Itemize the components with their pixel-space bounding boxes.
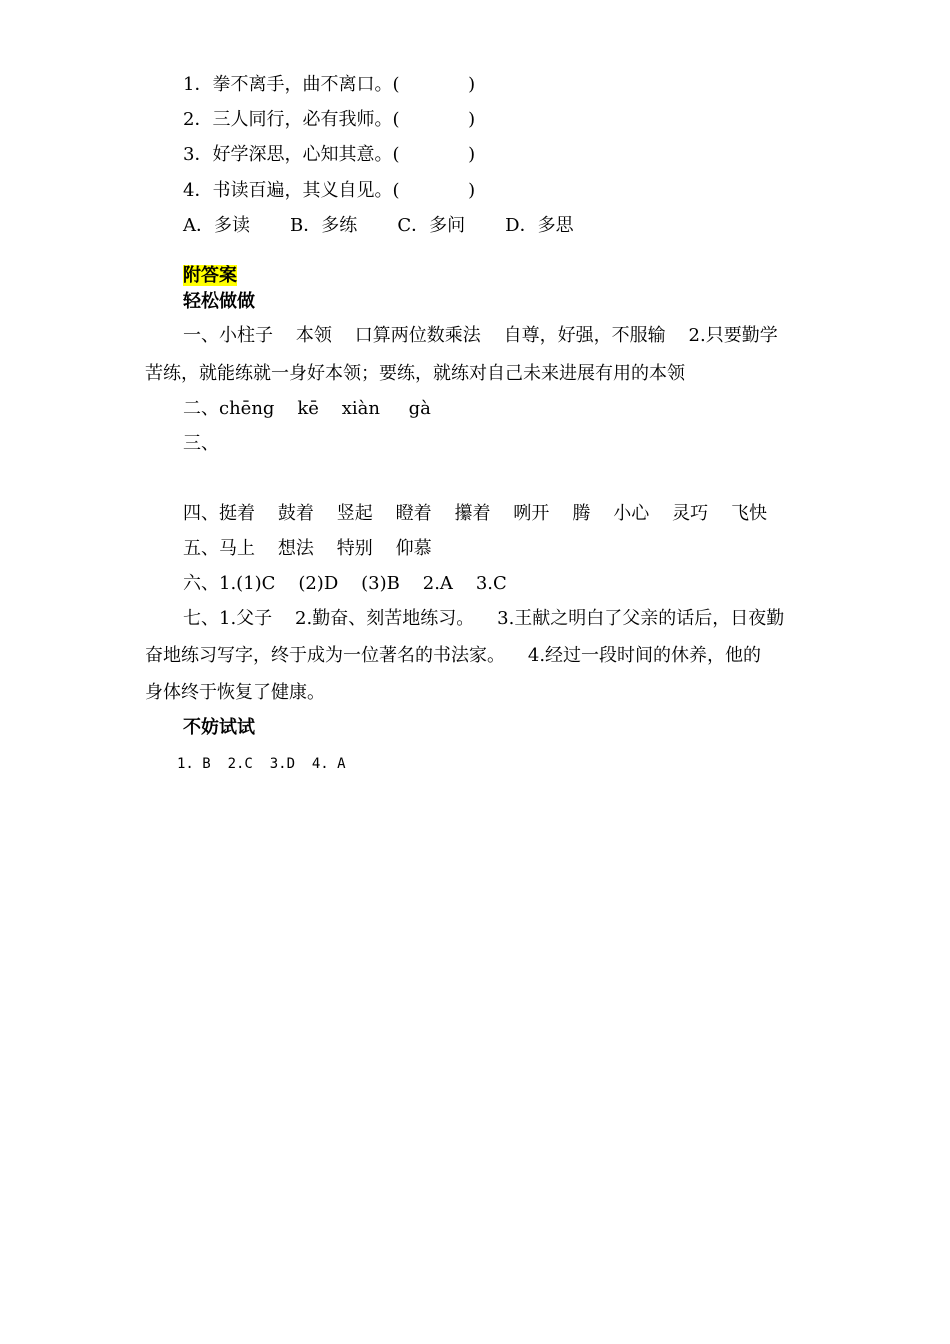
answers-title-highlight: 附答案 bbox=[183, 265, 237, 286]
answer-7-line-1: 七、1.父子 2.勤奋、刻苦地练习。 3.王献之明白了父亲的话后，日夜勤 bbox=[183, 608, 785, 629]
quiz-options: A．多读 B．多练 C．多问 D．多思 bbox=[183, 215, 574, 236]
quiz-item-4: 4．书读百遍，其义自见。( ) bbox=[183, 180, 476, 201]
answers-title bbox=[183, 264, 237, 288]
answer-7-line-3: 身体终于恢复了健康。 bbox=[145, 682, 325, 703]
section-title-try-it: 不妨试试 bbox=[183, 717, 255, 738]
quiz-item-3: 3．好学深思，心知其意。( ) bbox=[183, 144, 476, 165]
section-2-answers: 1. B 2.C 3.D 4. A bbox=[177, 756, 346, 772]
answer-4: 四、挺着 鼓着 竖起 瞪着 攥着 咧开 腾 小心 灵巧 飞快 bbox=[183, 503, 767, 524]
quiz-item-1: 1．拳不离手，曲不离口。( ) bbox=[183, 74, 476, 95]
answer-3: 三、 bbox=[183, 433, 219, 454]
quiz-item-2: 2．三人同行，必有我师。( ) bbox=[183, 109, 476, 130]
answer-1-line-2: 苦练，就能练就一身好本领；要练，就练对自己未来进展有用的本领 bbox=[145, 363, 685, 384]
answer-2: 二、chēng kē xiàn gà bbox=[183, 398, 431, 419]
answer-1-line-1: 一、小柱子 本领 口算两位数乘法 自尊，好强，不服输 2.只要勤学 bbox=[183, 325, 778, 346]
answer-5: 五、马上 想法 特别 仰慕 bbox=[183, 538, 432, 559]
answer-6: 六、1.(1)C (2)D (3)B 2.A 3.C bbox=[183, 573, 507, 594]
section-title-easy-practice: 轻松做做 bbox=[183, 291, 255, 312]
answer-7-line-2: 奋地练习写字，终于成为一位著名的书法家。 4.经过一段时间的休养，他的 bbox=[145, 645, 762, 666]
